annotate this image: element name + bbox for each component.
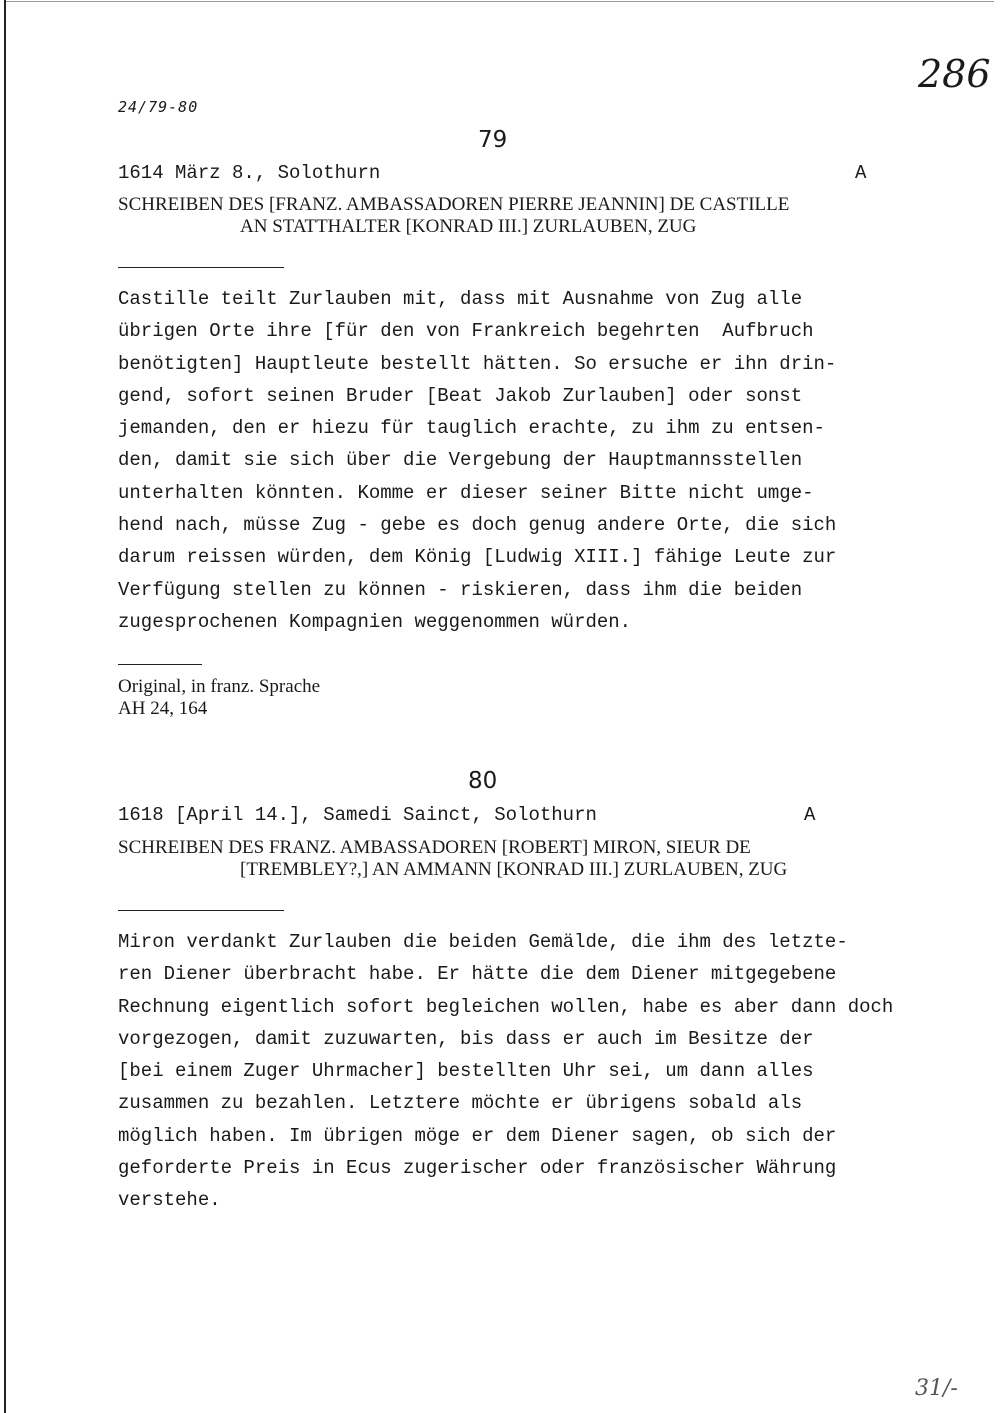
summary-line: übrigen Orte ihre [für den von Frankreich begehrten Aufbruch xyxy=(118,320,814,343)
summary-line: [bei einem Zuger Uhrmacher] bestellten Uhr sei, um dann alles xyxy=(118,1060,814,1083)
scan-top-edge xyxy=(4,1,994,2)
heading-divider xyxy=(118,267,284,268)
entry-summary xyxy=(118,283,898,638)
entry-heading-line-2: AN STATTHALTER [KONRAD III.] ZURLAUBEN, ZUG xyxy=(240,216,697,237)
summary-line: den, damit sie sich über die Vergebung der Hauptmannsstellen xyxy=(118,449,803,472)
handwritten-mark: 31/- xyxy=(915,1376,958,1401)
summary-line: unterhalten könnten. Komme er dieser seiner Bitte nicht umge- xyxy=(118,481,814,504)
scan-left-edge xyxy=(4,0,6,1413)
summary-line: benötigten] Hauptleute bestellt hätten. So ersuche er ihn drin- xyxy=(118,352,837,375)
source-note: Original, in franz. Sprache xyxy=(118,676,321,697)
entry-number: 79 xyxy=(478,127,508,153)
summary-line: zugesprochenen Kompagnien weggenommen würden. xyxy=(118,610,632,633)
source-divider xyxy=(118,664,202,665)
entry-date-place: 1618 [April 14.], Samedi Sainct, Solothurn xyxy=(118,804,597,826)
summary-line: geforderte Preis in Ecus zugerischer oder französischer Währung xyxy=(118,1157,837,1180)
summary-line: ren Diener überbracht habe. Er hätte die dem Diener mitgegebene xyxy=(118,963,837,986)
summary-line: zusammen zu bezahlen. Letztere möchte er übrigens sobald als xyxy=(118,1092,803,1115)
document-reference: 24/79-80 xyxy=(118,98,199,116)
summary-line: Rechnung eigentlich sofort begleichen wollen, habe es aber dann doch xyxy=(118,995,894,1018)
summary-line: Verfügung stellen zu können - riskieren, dass ihm die beiden xyxy=(118,578,803,601)
entry-code: A xyxy=(804,804,816,826)
entry-summary xyxy=(118,926,898,1217)
entry-heading-line-2: [TREMBLEY?,] AN AMMANN [KONRAD III.] ZURLAUBEN, ZUG xyxy=(240,859,788,880)
summary-line: Castille teilt Zurlauben mit, dass mit Ausnahme von Zug alle xyxy=(118,288,803,310)
summary-line: verstehe. xyxy=(118,1189,221,1212)
handwritten-page-number: 286 xyxy=(918,52,991,96)
summary-line: darum reissen würden, dem König [Ludwig XIII.] fähige Leute zur xyxy=(118,546,837,569)
entry-number: 80 xyxy=(468,768,498,794)
heading-divider xyxy=(118,910,284,911)
summary-line: vorgezogen, damit zuzuwarten, bis dass er auch im Besitze der xyxy=(118,1027,814,1050)
entry-date-place: 1614 März 8., Solothurn xyxy=(118,162,381,184)
entry-code: A xyxy=(855,162,867,184)
entry-heading-line-1: SCHREIBEN DES FRANZ. AMBASSADOREN [ROBERT] MIRON, SIEUR DE xyxy=(118,837,751,858)
summary-line: hend nach, müsse Zug - gebe es doch genug andere Orte, die sich xyxy=(118,514,837,537)
summary-line: Miron verdankt Zurlauben die beiden Gemälde, die ihm des letzte- xyxy=(118,931,848,953)
summary-line: gend, sofort seinen Bruder [Beat Jakob Zurlauben] oder sonst xyxy=(118,384,803,407)
summary-line: möglich haben. Im übrigen möge er dem Diener sagen, ob sich der xyxy=(118,1124,837,1147)
entry-heading-line-1: SCHREIBEN DES [FRANZ. AMBASSADOREN PIERRE JEANNIN] DE CASTILLE xyxy=(118,194,790,215)
archive-reference: AH 24, 164 xyxy=(118,698,208,719)
summary-line: jemanden, den er hiezu für tauglich erachte, zu ihm zu entsen- xyxy=(118,417,825,440)
